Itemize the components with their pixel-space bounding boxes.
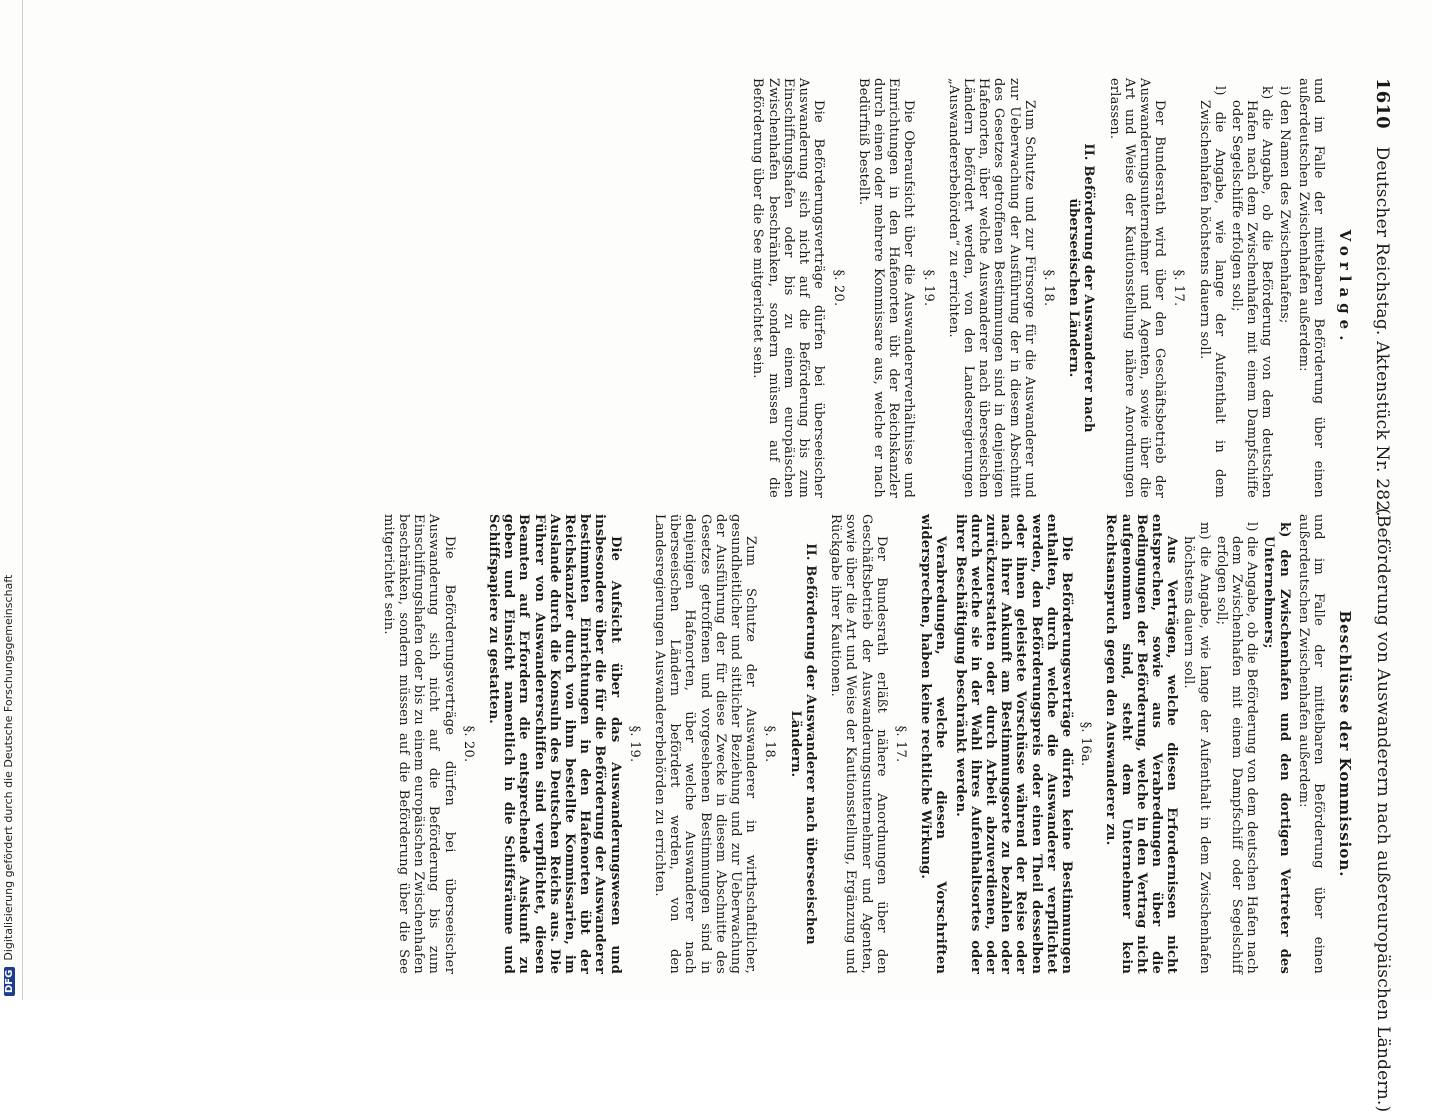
right-para18-text: Zum Schutze der Auswanderer in wirthschaftlicher, gesundheitlicher und sittlicher Beziehung und zur Ueberwachung der Ausführung der für diese Zwecke in diesem Abschnitte des Gesetzes getroffenen und vorgesehenen Bestimmungen sind in denjenigen Hafenorten, über welche Auswanderer nach überseeischen Ländern befördert werden, von den Landesregierungen Auswandererbehörden zu errichten.	[652, 514, 759, 974]
left-item-k: k) die Angabe, ob die Beförderung von dem deutschen Hafen nach dem Zwischenhafen mit einem Dampfschiffe oder Segelschiffe erfolgen soll;	[1228, 86, 1275, 498]
left-item-l: l) die Angabe, wie lange der Aufenthalt in dem Zwischenhafen höchstens dauern soll.	[1196, 86, 1227, 498]
publication-title: Deutscher Reichstag. Aktenstück Nr. 282.	[1372, 146, 1392, 517]
left-section2-heading: II. Beförderung der Auswanderer nach überseeischen Ländern.	[1066, 143, 1097, 433]
left-column-title: Vorlage.	[1336, 229, 1354, 347]
right-para17-heading: §. 17.	[892, 725, 908, 763]
left-para20-text: Die Beförderungsverträge dürfen bei überseeischer Auswanderung sich nicht auf die Beförderung bis zum Einschiffungshafen oder bis zu einem europäischen Zwischenhafen beschränken, sondern müssen auf die Beförderung über die See mitgerichtet sein.	[750, 78, 827, 498]
dfg-logo-icon: DFG	[4, 967, 15, 996]
left-para18-text: Zum Schutze und zur Fürsorge für die Auswanderer und zur Ueberwachung der Ausführung der in diesem Abschnitt des Gesetzes getroffenen Bestimmungen sind in denjenigen Hafenorten, über welche Auswanderer nach überseeischen Ländern befördert werden, von den Landesregierungen „Auswandererbehörden“ zu errichten.	[945, 78, 1037, 498]
right-para20-text: Die Beförderungsverträge dürfen bei überseeischer Auswanderung sich nicht auf die Beförderung bis zum Einschiffungshafen oder bis zu einem europäischen Zwischenhafen beschränken, sondern müssen auf die Beförderung über die See mitgerichtet sein.	[380, 514, 457, 974]
left-para17-text: Der Bundesrath wird über den Geschäftsbetrieb der Auswanderungsunternehmer und Agenten, sowie über die Art und Weise der Kautionsstellung nähere Anordnungen erlassen.	[1106, 78, 1168, 498]
right-item-m: m) die Angabe, wie lange der Aufenthalt in dem Zwischenhafen höchstens dauern soll.	[1181, 522, 1212, 974]
left-para19-heading: §. 19.	[920, 269, 936, 307]
right-section2-heading: II. Beförderung der Auswanderer nach überseeischen Ländern.	[787, 543, 818, 945]
right-para20-heading: §. 20.	[460, 725, 476, 763]
left-intro: und im Falle der mittelbaren Beförderung über einen außerdeutschen Zwischenhafen außerdem:	[1295, 78, 1326, 498]
document-page	[100, 78, 1393, 1112]
left-para18-heading: §. 18.	[1040, 269, 1056, 307]
right-para17-text: Der Bundesrath erläßt nähere Anordnungen über den Geschäftsbetrieb der Auswanderungsunternehmer und Agenten, sowie über die Art und Weise der Kautionsstellung, Ergänzung und Rückgabe ihrer Kautionen.	[828, 514, 889, 974]
left-para17-heading: §. 17.	[1171, 269, 1187, 307]
right-para18-heading: §. 18.	[762, 725, 778, 763]
right-para19-text: Die Aufsicht über das Auswanderungswesen und insbesondere über die für die Beförderung der Auswanderer bestimmten Einrichtungen in den Hafenorten übt der Reichskanzler durch von ihm bestellte Kommissarien, im Auslande durch die Konsuln des Deutschen Reichs aus. Die Führer von Auswandererschiffen sind verpflichtet, diesen Beamten auf Erfordern die entsprechende Auskunft zu geben und Einsicht namentlich in die Schiffsräume und Schiffspapiere zu gestatten.	[486, 514, 623, 974]
scan-edge-line	[22, 0, 23, 1000]
left-item-i: i) den Namen des Zwischenhafens;	[1276, 86, 1292, 324]
right-para16a-note: Verabredungen, welche diesen Vorschriften widersprechen, haben keine rechtliche Wirkung.	[918, 514, 949, 974]
right-para19-heading: §. 19.	[626, 725, 642, 763]
left-para19-text: Die Oberaufsicht über die Auswandererverhältnisse und Einrichtungen in den Hafenorten übt der Reichskanzler durch einen oder mehrere Kommissare aus, welche er nach Bedürfniß bestellt.	[855, 78, 917, 498]
left-column	[746, 78, 1354, 498]
attribution-text: Digitalisierung gefördert durch die Deutsche Forschungsgemeinschaft	[2, 574, 15, 961]
right-item-l: l) die Angabe, ob die Beförderung von dem deutschen Hafen nach dem Zwischenhafen mit einem Dampfschiff oder Segelschiff erfolgen soll;	[1213, 522, 1260, 974]
page-number: 1610	[1372, 78, 1393, 129]
page-subject: (Beförderung von Auswanderern nach außereuropäischen Ländern.)	[1373, 508, 1393, 1112]
right-para16a-heading: §. 16a.	[1078, 721, 1094, 767]
right-items-note: Aus Verträgen, welche diesen Erfordernissen nicht entsprechen, sowie aus Verabredungen über die Bedingungen der Beförderung, welche in den Vertrag nicht aufgenommen sind, steht dem Unternehmer kein Rechtsanspruch gegen den Auswanderer zu.	[1103, 514, 1180, 974]
page-header	[1364, 78, 1393, 1112]
digitization-attribution	[2, 575, 15, 996]
right-column-title: Beschlüsse der Kommission.	[1336, 610, 1354, 878]
right-intro: und im Falle der mittelbaren Beförderung über einen außerdeutschen Zwischenhafen außerdem:	[1295, 514, 1326, 974]
right-para16a-text: Die Beförderungsverträge dürfen keine Bestimmungen enthalten, durch welche die Auswanderer verpflichtet werden, den Beförderungspreis oder einen Theil desselben oder ihnen geleistete Vorschüsse während der Reise oder nach ihrer Ankunft am Bestimmungsorte zu bezahlen oder zurückzuerstatten oder durch Arbeit abzuverdienen, oder durch welche sie in der Wahl ihres Aufenthaltsortes oder ihrer Beschäftigung beschränkt werden.	[952, 514, 1074, 974]
right-column	[377, 514, 1354, 974]
right-item-k: k) den Zwischenhafen und den dortigen Vertreter des Unternehmers;	[1261, 522, 1292, 974]
left-para20-heading: §. 20.	[830, 269, 846, 307]
